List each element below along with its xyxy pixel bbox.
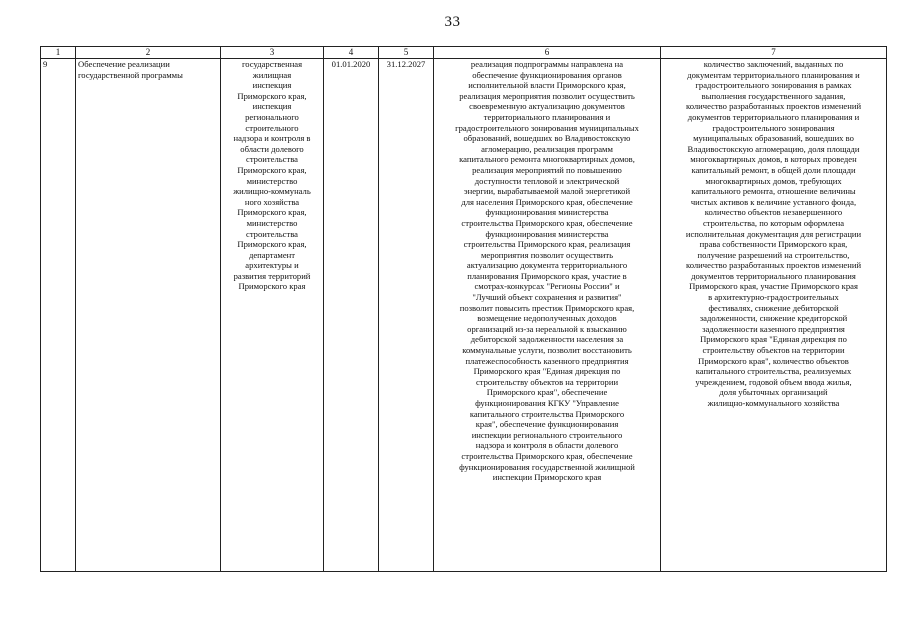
cell-line: архитектуры и bbox=[245, 260, 299, 271]
header-cell-6: 6 bbox=[434, 47, 661, 59]
cell-line: доля убыточных организаций bbox=[719, 387, 828, 398]
cell-line: задолженности, снижение кредиторской bbox=[699, 313, 848, 324]
cell-line: строительству объектов на территории bbox=[702, 345, 845, 356]
header-cell-3: 3 bbox=[221, 47, 324, 59]
cell-line: количество объектов незавершенного bbox=[704, 207, 843, 218]
executors bbox=[221, 59, 324, 572]
header-cell-1: 1 bbox=[41, 47, 76, 59]
cell-line: дебиторской задолженности населения за bbox=[470, 334, 624, 345]
cell-line: Приморского края, bbox=[237, 164, 307, 175]
cell-line: документам территориального планирования и bbox=[687, 69, 860, 80]
program-table bbox=[40, 46, 887, 572]
cell-line: количество разработанных проектов изменений bbox=[685, 101, 862, 112]
cell-line: функционирования государственной жилищной bbox=[459, 461, 635, 472]
expected-result bbox=[434, 59, 661, 572]
cell-line: жилищно-коммуналь bbox=[233, 186, 311, 197]
cell-line: капитального строительства Приморского bbox=[469, 408, 625, 419]
cell-line: градостроительного зонирования bbox=[712, 122, 835, 133]
cell-line: учреждением, годовой объем ввода жилья, bbox=[695, 376, 852, 387]
cell-line: министерство bbox=[246, 217, 298, 228]
cell-line: многоквартирных домов, требующих bbox=[705, 175, 842, 186]
start-date: 01.01.2020 bbox=[324, 59, 379, 572]
cell-line: Приморского края "Единая дирекция по bbox=[700, 334, 847, 345]
cell-line: строительного bbox=[245, 122, 299, 133]
cell-line: реализация мероприятия позволит осуществить bbox=[459, 90, 635, 101]
cell-line: строительства bbox=[246, 154, 298, 165]
cell-line: государственная bbox=[241, 59, 303, 69]
cell-line: Приморского края, bbox=[237, 207, 307, 218]
cell-line: Обеспечение реализации bbox=[78, 59, 170, 69]
cell-line: агломерацию, реализация программ bbox=[481, 143, 613, 154]
cell-line: строительства Приморского края, обеспечение bbox=[461, 450, 633, 461]
cell-line: Приморского края, bbox=[237, 90, 307, 101]
cell-line: организаций из-за нереальной к взысканию bbox=[467, 323, 627, 334]
cell-line: инспекции регионального строительного bbox=[471, 429, 623, 440]
cell-line: функционирования министерства bbox=[485, 207, 609, 218]
cell-line: жилищно-коммунального хозяйства bbox=[707, 398, 840, 408]
cell-line: доступности тепловой и электрической bbox=[474, 175, 620, 186]
cell-line: "Лучший объект сохранения и развития" bbox=[472, 292, 622, 303]
cell-line: количество разработанных проектов изменений bbox=[685, 260, 862, 271]
cell-line: Владивостокскую агломерацию, доля площади bbox=[687, 143, 860, 154]
cell-line: муниципальных образований, вошедших во bbox=[693, 133, 854, 144]
cell-line: министерство bbox=[246, 175, 298, 186]
cell-line: позволит повысить престиж Приморского края, bbox=[459, 302, 635, 313]
cell-line: Приморского края bbox=[238, 281, 306, 292]
header-cell-2: 2 bbox=[76, 47, 221, 59]
cell-line: получение разрешений на строительство, bbox=[697, 249, 850, 260]
cell-line: платежеспособность казенного предприятия bbox=[465, 355, 629, 366]
header-cell-5: 5 bbox=[379, 47, 434, 59]
cell-line: планирования Приморского края, участие в bbox=[467, 270, 627, 281]
cell-line: Приморского края, участие Приморского края bbox=[689, 281, 858, 292]
end-date: 31.12.2027 bbox=[379, 59, 434, 572]
cell-line: капитального строительства, реализуемых bbox=[695, 366, 852, 377]
measure-name bbox=[76, 59, 221, 572]
cell-line: Приморского края", обеспечение bbox=[486, 387, 608, 398]
cell-line: строительства Приморского края, реализация bbox=[463, 239, 631, 250]
page-number: 33 bbox=[444, 14, 461, 30]
cell-line: инспекция bbox=[252, 101, 292, 112]
cell-line: ного хозяйства bbox=[244, 196, 300, 207]
cell-line: исполнительной власти Приморского края, bbox=[468, 80, 626, 91]
cell-line: инспекция bbox=[252, 80, 292, 91]
cell-line: строительства Приморского края, обеспечение bbox=[461, 217, 633, 228]
cell-line: своевременную актуализацию документов bbox=[469, 101, 625, 112]
cell-line: реализация мероприятий по повышению bbox=[472, 164, 622, 175]
cell-line: документов территориального планирования bbox=[691, 270, 856, 281]
cell-line: многоквартирных домов, в которых проведен bbox=[690, 154, 857, 165]
cell-line: возмещение недополученных доходов bbox=[477, 313, 617, 324]
cell-line: государственной программы bbox=[78, 69, 183, 80]
header-cell-7: 7 bbox=[661, 47, 887, 59]
cell-line: надзора и контроля в bbox=[233, 133, 311, 144]
indicators bbox=[661, 59, 887, 572]
table-row bbox=[41, 59, 887, 572]
cell-line: документов территориального планирования и bbox=[687, 111, 860, 122]
cell-line: выполнения государственного задания, bbox=[701, 90, 846, 101]
cell-line: капитального ремонта многоквартирных домов, bbox=[459, 154, 635, 165]
cell-line: мероприятия позволит осуществить bbox=[480, 249, 614, 260]
cell-line: края", обеспечение функционирования bbox=[475, 419, 619, 430]
cell-line: для населения Приморского края, обеспечение bbox=[461, 196, 633, 207]
cell-line: строительству объектов на территории bbox=[475, 376, 619, 387]
cell-line: смотрах-конкурсах "Регионы России" и bbox=[474, 281, 620, 292]
cell-line: департамент bbox=[248, 249, 296, 260]
header-row bbox=[41, 47, 887, 59]
cell-line: функционирования КГКУ "Управление bbox=[475, 398, 619, 408]
cell-line: задолженности казенного предприятия bbox=[702, 323, 845, 334]
cell-line: капитальный ремонт, в общей доли площади bbox=[691, 164, 856, 175]
cell-line: функционирования министерства bbox=[485, 228, 609, 239]
cell-line: количество заключений, выданных по bbox=[703, 59, 844, 69]
cell-line: реализация подпрограммы направлена на bbox=[470, 59, 624, 69]
cell-line: коммунальные услуги, позволит восстановить bbox=[462, 345, 632, 356]
cell-line: строительства bbox=[246, 228, 298, 239]
cell-line: права собственности Приморского края, bbox=[699, 239, 848, 250]
cell-line: градостроительного зонирования в рамках bbox=[695, 80, 852, 91]
cell-line: надзора и контроля в области долевого bbox=[475, 440, 619, 451]
cell-line: образований, вошедших во Владивостокскую bbox=[463, 133, 631, 144]
cell-line: Приморского края "Единая дирекция по bbox=[473, 366, 621, 377]
cell-line: жилищная bbox=[252, 69, 292, 80]
row-number: 9 bbox=[41, 59, 76, 572]
cell-line: исполнительная документация для регистрации bbox=[685, 228, 862, 239]
cell-line: области долевого bbox=[240, 143, 304, 154]
cell-line: территориального планирования и bbox=[483, 111, 611, 122]
cell-line: Приморского края", количество объектов bbox=[698, 355, 849, 366]
cell-line: Приморского края, bbox=[237, 239, 307, 250]
header-cell-4: 4 bbox=[324, 47, 379, 59]
cell-line: капитального ремонта, отношение величины bbox=[691, 186, 856, 197]
cell-line: обеспечение функционирования органов bbox=[472, 69, 622, 80]
cell-line: регионального bbox=[245, 111, 299, 122]
cell-line: энергии, вырабатываемой малой энергетикой bbox=[463, 186, 631, 197]
cell-line: инспекции Приморского края bbox=[492, 472, 602, 483]
cell-line: градостроительного зонирования муниципальных bbox=[455, 122, 639, 133]
cell-line: актуализацию документа территориального bbox=[466, 260, 628, 271]
cell-line: в архитектурно-градостроительных bbox=[708, 292, 839, 303]
cell-line: строительства, по которым оформлена bbox=[702, 217, 845, 228]
cell-line: фестивалях, снижение дебиторской bbox=[708, 302, 839, 313]
cell-line: развития территорий bbox=[233, 270, 311, 281]
cell-line: чистых активов к величине уставного фонда, bbox=[690, 196, 857, 207]
